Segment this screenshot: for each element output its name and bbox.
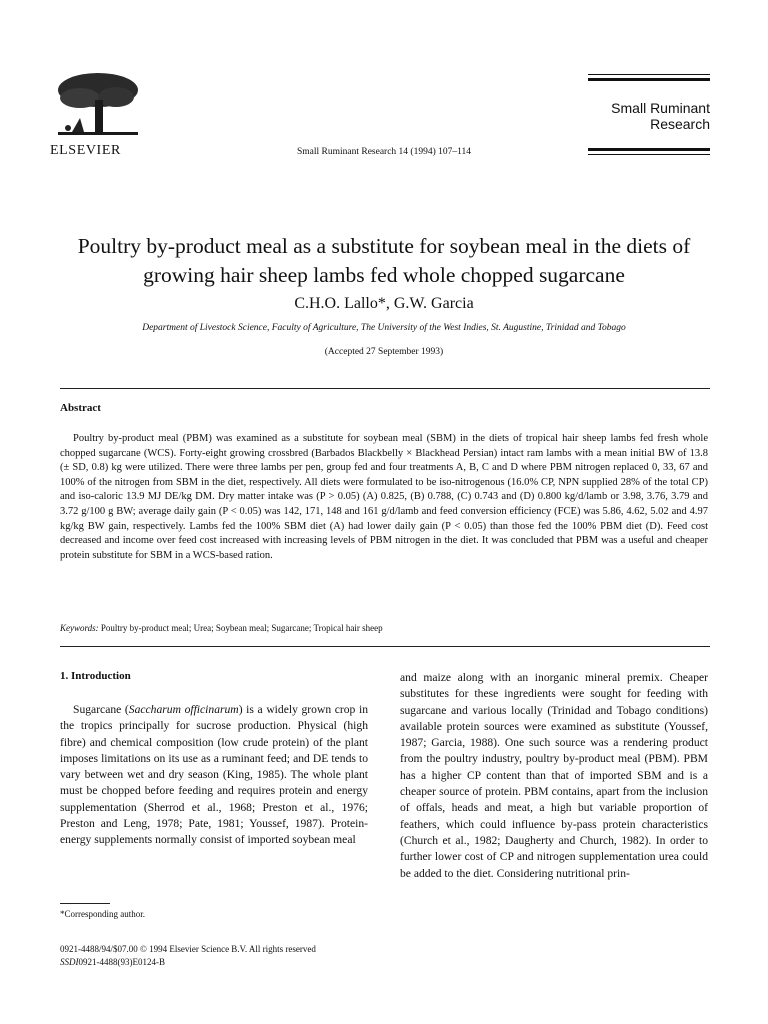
divider-bottom xyxy=(60,646,710,647)
copyright-notice xyxy=(60,943,316,969)
intro-paragraph-continued: and maize along with an inorganic mineral premix. Cheaper substitutes for these ingredients were sought for feeding with sugarcane and various locally (Trinidad and Tobago conditions) available protein sources were examined as substitute (Youssef, 1987; Garcia, 1988). One such source was a rendering product from the poultry industry, poultry by-product meal (PBM). PBM has a higher CP content than that of imported SBM and is a cheaper source of protein. PBM contains, apart from the inclusion of offals, heads and meat, a high but variable proportion of feathers, which could influence by-pass protein characteristics (Church et al., 1982; Daugherty and Church, 1982). In order to further lower cost of CP and nitrogen supplementation urea could be added to the diet. Considering nutritional prin- xyxy=(400,671,708,880)
intro-text-start: Sugarcane ( xyxy=(73,703,129,716)
abstract-heading: Abstract xyxy=(60,402,101,414)
corresponding-author-footnote: *Corresponding author. xyxy=(60,909,145,919)
journal-citation: Small Ruminant Research 14 (1994) 107–114 xyxy=(296,147,472,157)
journal-name xyxy=(588,100,710,132)
intro-heading: 1. Introduction xyxy=(60,670,131,682)
accepted-date: (Accepted 27 September 1993) xyxy=(324,347,444,357)
abstract-body: Poultry by-product meal (PBM) was examined as a substitute for soybean meal (SBM) in the diets of tropical hair sheep lambs fed fresh whole chopped sugarcane (WCS). Forty-eight growing crossbred (Barbados Blackbelly × Blackhead Persian) intact ram lambs with a mean initial BW of 13.8 (± SD, 0.8) kg were utilized. There were three lambs per pen, group fed and four treatments A, B, C and D where PBM nitrogen replaced 0, 33, 67 and 100% of the nitrogen from SBM in the diet, respectively. All diets were formulated to be iso-nitrogenous (16.0% CP, NPN supplied 28% of the total CP) and iso-caloric 13.9 MJ DE/kg DM. Dry matter intake was (P > 0.05) (A) 0.825, (B) 0.788, (C) 0.743 and (D) 0.800 kg/d/lamb or 3.98, 3.76, 3.79 and 3.72 g/100 g BW; average daily gain (P < 0.05) was 142, 171, 148 and 161 g/d/lamb and feed conversion efficiency (FCE) was 5.86, 4.62, 5.02 and 4.97 kg/kg BW gain, respectively. Lambs fed the 100% SBM diet (A) had lower daily gain (P < 0.05) than those fed the 100% PBM diet (D). Feed cost decreased and income over feed cost increased with increasing levels of PBM nitrogen in the diet. It was concluded that PBM was a useful and cheaper protein substitute for SBM in a WCS-based ration. xyxy=(60,433,708,561)
ssdi-code: 0921-4488(93)E0124-B xyxy=(78,957,165,967)
author-affiliation: Department of Livestock Science, Faculty of Agriculture, The University of the West Indies, St. Augustine, Trinidad and Tobago xyxy=(142,323,626,333)
divider-top xyxy=(60,388,710,389)
ssdi-line xyxy=(60,956,316,969)
article-authors: C.H.O. Lallo*, G.W. Garcia xyxy=(294,295,474,312)
keywords xyxy=(60,623,708,633)
elsevier-tree-logo xyxy=(50,70,142,142)
journal-rule-top xyxy=(588,74,710,81)
copyright-line: 0921-4488/94/$07.00 © 1994 Elsevier Science B.V. All rights reserved xyxy=(60,944,316,954)
keywords-list: Poultry by-product meal; Urea; Soybean meal; Sugarcane; Tropical hair sheep xyxy=(100,623,383,633)
journal-name-line2: Research xyxy=(650,116,710,132)
publisher-name: ELSEVIER xyxy=(50,143,121,158)
footnote-rule xyxy=(60,903,110,904)
column-left xyxy=(60,670,368,849)
article-title: Poultry by-product meal as a substitute for soybean meal in the diets of growing hair sheep lambs fed whole chopped sugarcane xyxy=(77,234,691,287)
intro-paragraph-1 xyxy=(60,702,368,849)
column-right xyxy=(400,670,708,882)
journal-rule-bottom xyxy=(588,148,710,155)
journal-name-line1: Small Ruminant xyxy=(611,100,710,116)
intro-text-rest: ) is a widely grown crop in the tropics principally for sucrose production. Physical (high fibre) and chemical composition (low crude protein) of the plant imposes limitations on its use as a ruminant feed; and DE tends to vary between wet and dry season (King, 1985). The whole plant must be chopped before feeding and requires protein and energy supplementation (Sherrod et al., 1968; Preston et al., 1976; Preston and Leng, 1978; Pate, 1981; Youssef, 1987). Protein-energy supplements normally consist of imported soybean meal xyxy=(60,703,368,847)
keywords-label: Keywords: xyxy=(60,623,99,633)
ssdi-label: SSDI xyxy=(60,957,79,967)
species-name: Saccharum officinarum xyxy=(128,703,239,716)
